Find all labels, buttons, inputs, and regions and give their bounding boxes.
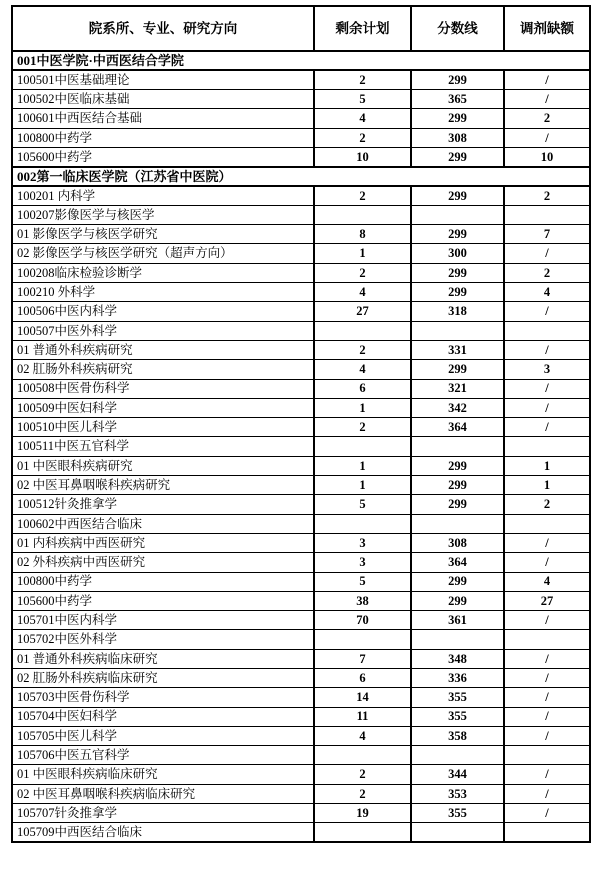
score-line-cell: 355 [411,804,504,823]
program-cell: 100512针灸推拿学 [12,495,314,514]
program-cell: 02 中医耳鼻咽喉科疾病临床研究 [12,784,314,803]
score-line-cell: 364 [411,553,504,572]
adjustment-gap-cell: / [504,726,590,745]
program-cell: 01 中医眼科疾病临床研究 [12,765,314,784]
program-cell: 100511中医五官科学 [12,437,314,456]
adjustment-gap-cell: / [504,302,590,321]
program-cell: 105600中药学 [12,591,314,610]
table-row [12,746,590,765]
section-header-row [12,167,590,186]
remaining-plan-cell [314,205,411,224]
table-row [12,476,590,495]
adjustment-gap-cell: 3 [504,360,590,379]
program-cell: 02 影像医学与核医学研究（超声方向） [12,244,314,263]
remaining-plan-cell: 2 [314,186,411,205]
score-line-cell: 299 [411,147,504,166]
col-header-remaining-plan: 剩余计划 [314,6,411,51]
adjustment-gap-cell: 1 [504,456,590,475]
score-line-cell [411,321,504,340]
score-line-cell: 358 [411,726,504,745]
remaining-plan-cell: 2 [314,263,411,282]
adjustment-gap-cell: / [504,244,590,263]
table-row [12,630,590,649]
program-cell: 01 普通外科疾病临床研究 [12,649,314,668]
score-line-cell: 299 [411,70,504,89]
adjustment-gap-cell: / [504,379,590,398]
section-header-row [12,51,590,70]
program-cell: 100506中医内科学 [12,302,314,321]
table-body [12,51,590,842]
table-row [12,823,590,842]
adjustment-gap-cell: / [504,804,590,823]
table-row [12,205,590,224]
adjustment-gap-cell [504,514,590,533]
table-row [12,340,590,359]
score-line-cell: 318 [411,302,504,321]
table-row [12,379,590,398]
remaining-plan-cell: 27 [314,302,411,321]
remaining-plan-cell: 2 [314,784,411,803]
score-line-cell [411,823,504,842]
score-line-cell: 355 [411,688,504,707]
section-title: 001中医学院·中西医结合学院 [12,51,590,70]
remaining-plan-cell [314,630,411,649]
adjustment-gap-cell: / [504,398,590,417]
program-cell: 100207影像医学与核医学 [12,205,314,224]
program-cell: 105701中医内科学 [12,611,314,630]
score-line-cell: 364 [411,418,504,437]
remaining-plan-cell: 5 [314,495,411,514]
table-row [12,283,590,302]
col-header-score-line: 分数线 [411,6,504,51]
remaining-plan-cell: 4 [314,360,411,379]
adjustment-gap-cell: 4 [504,572,590,591]
program-cell: 100601中西医结合基础 [12,109,314,128]
adjustment-gap-cell: / [504,649,590,668]
program-cell: 100800中药学 [12,128,314,147]
adjustment-gap-cell [504,437,590,456]
remaining-plan-cell [314,823,411,842]
score-line-cell: 321 [411,379,504,398]
table-row [12,669,590,688]
table-row [12,514,590,533]
adjustment-gap-cell: / [504,611,590,630]
table-row [12,611,590,630]
table-row [12,302,590,321]
program-cell: 01 内科疾病中西医研究 [12,533,314,552]
program-cell: 02 肛肠外科疾病临床研究 [12,669,314,688]
adjustment-gap-cell [504,205,590,224]
remaining-plan-cell: 1 [314,456,411,475]
adjustment-gap-cell: 2 [504,109,590,128]
remaining-plan-cell: 3 [314,553,411,572]
remaining-plan-cell: 5 [314,90,411,109]
adjustment-gap-cell: / [504,669,590,688]
table-row [12,495,590,514]
table-row [12,418,590,437]
remaining-plan-cell: 1 [314,398,411,417]
table-row [12,109,590,128]
table-row [12,726,590,745]
score-line-cell: 348 [411,649,504,668]
program-cell: 01 中医眼科疾病研究 [12,456,314,475]
score-line-cell [411,437,504,456]
score-line-cell: 299 [411,186,504,205]
score-line-cell: 299 [411,283,504,302]
adjustment-gap-cell: 10 [504,147,590,166]
score-line-cell [411,746,504,765]
remaining-plan-cell: 70 [314,611,411,630]
remaining-plan-cell: 2 [314,70,411,89]
remaining-plan-cell: 8 [314,225,411,244]
table-row [12,553,590,572]
table-row [12,688,590,707]
score-line-cell: 300 [411,244,504,263]
program-cell: 105707针灸推拿学 [12,804,314,823]
table-row [12,244,590,263]
table-row [12,437,590,456]
table-row [12,70,590,89]
remaining-plan-cell: 4 [314,283,411,302]
section-title: 002第一临床医学院（江苏省中医院） [12,167,590,186]
table-row [12,784,590,803]
table-row [12,186,590,205]
table-row [12,321,590,340]
remaining-plan-cell: 38 [314,591,411,610]
adjustment-gap-cell [504,321,590,340]
remaining-plan-cell [314,437,411,456]
adjustment-gap-cell: / [504,553,590,572]
score-line-cell: 299 [411,360,504,379]
adjustment-gap-cell: / [504,70,590,89]
score-line-cell: 299 [411,225,504,244]
adjustment-gap-cell: 7 [504,225,590,244]
remaining-plan-cell: 2 [314,765,411,784]
table-row [12,456,590,475]
program-cell: 105709中西医结合临床 [12,823,314,842]
table-row [12,360,590,379]
adjustment-gap-cell: / [504,418,590,437]
score-line-cell [411,630,504,649]
table-row [12,572,590,591]
table-row [12,533,590,552]
remaining-plan-cell [314,746,411,765]
score-line-cell: 308 [411,128,504,147]
score-line-cell: 336 [411,669,504,688]
score-line-cell: 299 [411,263,504,282]
score-line-cell [411,205,504,224]
program-cell: 01 普通外科疾病研究 [12,340,314,359]
table-row [12,804,590,823]
table-row [12,263,590,282]
program-cell: 100502中医临床基础 [12,90,314,109]
adjustment-gap-cell: / [504,688,590,707]
score-line-cell: 344 [411,765,504,784]
col-header-program: 院系所、专业、研究方向 [12,6,314,51]
program-cell: 100507中医外科学 [12,321,314,340]
program-cell: 100208临床检验诊断学 [12,263,314,282]
program-cell: 02 中医耳鼻咽喉科疾病研究 [12,476,314,495]
remaining-plan-cell [314,321,411,340]
adjustment-gap-cell: 2 [504,263,590,282]
program-cell: 100501中医基础理论 [12,70,314,89]
score-line-cell [411,514,504,533]
remaining-plan-cell: 6 [314,669,411,688]
remaining-plan-cell: 4 [314,726,411,745]
adjustment-gap-cell: 4 [504,283,590,302]
score-line-cell: 353 [411,784,504,803]
adjustment-gap-cell [504,630,590,649]
remaining-plan-cell [314,514,411,533]
table-row [12,765,590,784]
program-cell: 105600中药学 [12,147,314,166]
remaining-plan-cell: 10 [314,147,411,166]
score-line-cell: 361 [411,611,504,630]
table-row [12,90,590,109]
adjustment-gap-cell [504,823,590,842]
program-cell: 105705中医儿科学 [12,726,314,745]
table-row [12,147,590,166]
remaining-plan-cell: 1 [314,244,411,263]
table-row [12,591,590,610]
remaining-plan-cell: 7 [314,649,411,668]
program-cell: 01 影像医学与核医学研究 [12,225,314,244]
adjustment-gap-cell: 1 [504,476,590,495]
score-line-cell: 299 [411,456,504,475]
score-line-cell: 299 [411,476,504,495]
table-row [12,225,590,244]
program-cell: 100210 外科学 [12,283,314,302]
score-line-cell: 299 [411,109,504,128]
adjustment-gap-cell: / [504,128,590,147]
score-line-cell: 355 [411,707,504,726]
adjustment-gap-cell: 2 [504,186,590,205]
adjustment-gap-cell: / [504,765,590,784]
score-line-cell: 331 [411,340,504,359]
table-row [12,398,590,417]
adjustment-gap-cell: / [504,533,590,552]
adjustment-gap-cell: 27 [504,591,590,610]
remaining-plan-cell: 4 [314,109,411,128]
program-cell: 100508中医骨伤科学 [12,379,314,398]
remaining-plan-cell: 1 [314,476,411,495]
program-cell: 02 外科疾病中西医研究 [12,553,314,572]
remaining-plan-cell: 2 [314,128,411,147]
remaining-plan-cell: 2 [314,418,411,437]
program-cell: 105702中医外科学 [12,630,314,649]
program-cell: 105706中医五官科学 [12,746,314,765]
remaining-plan-cell: 3 [314,533,411,552]
program-cell: 02 肛肠外科疾病研究 [12,360,314,379]
table-row [12,649,590,668]
table-row [12,128,590,147]
adjustment-gap-cell: / [504,90,590,109]
score-line-cell: 299 [411,495,504,514]
program-cell: 105704中医妇科学 [12,707,314,726]
score-line-cell: 299 [411,572,504,591]
adjustment-gap-cell: / [504,707,590,726]
table-header-row [12,6,590,51]
score-line-cell: 365 [411,90,504,109]
col-header-adjustment-gap: 调剂缺额 [504,6,590,51]
program-cell: 105703中医骨伤科学 [12,688,314,707]
admissions-adjustment-table [11,5,591,843]
program-cell: 100602中西医结合临床 [12,514,314,533]
table-row [12,707,590,726]
adjustment-gap-cell [504,746,590,765]
adjustment-gap-cell: / [504,340,590,359]
remaining-plan-cell: 5 [314,572,411,591]
program-cell: 100201 内科学 [12,186,314,205]
score-line-cell: 342 [411,398,504,417]
score-line-cell: 299 [411,591,504,610]
remaining-plan-cell: 6 [314,379,411,398]
remaining-plan-cell: 11 [314,707,411,726]
program-cell: 100800中药学 [12,572,314,591]
remaining-plan-cell: 14 [314,688,411,707]
remaining-plan-cell: 2 [314,340,411,359]
adjustment-gap-cell: / [504,784,590,803]
score-line-cell: 308 [411,533,504,552]
adjustment-gap-cell: 2 [504,495,590,514]
program-cell: 100509中医妇科学 [12,398,314,417]
remaining-plan-cell: 19 [314,804,411,823]
program-cell: 100510中医儿科学 [12,418,314,437]
